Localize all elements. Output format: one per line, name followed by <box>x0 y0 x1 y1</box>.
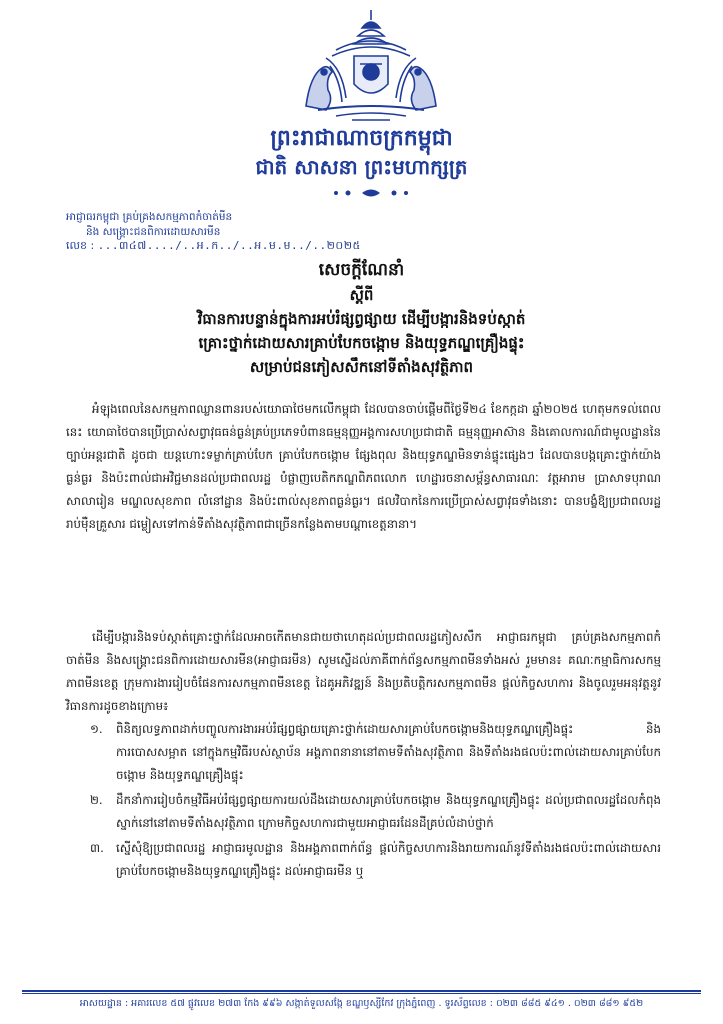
list-item-text: ស្នើសុំឱ្យប្រជាពលរដ្ឋ អាជ្ញាធរមូលដ្ឋាន និងអង្គភាពពាក់ព័ន្ធ ផ្តល់កិច្ចសហការនិងរាយការណ៍នូវទីតាំងរងផលប៉ះពាល់ដោយសារគ្រាប់បែកចង្កោមនិងយុទ្ធភណ្ឌគ្រឿងផ្ទុះ ដល់អាជ្ញាធរមីន ឬ <box>116 841 661 878</box>
title-subject-label: ស្តីពី <box>349 286 374 304</box>
issuer-line-2: និង សង្គ្រោះជនពិការដោយសារមីន <box>86 226 221 238</box>
list-item <box>66 837 661 883</box>
list-item <box>66 789 661 835</box>
footer-divider <box>22 990 701 992</box>
list-item-number: ៣. <box>90 841 104 855</box>
reference-prefix: លេខ : <box>66 239 95 252</box>
title-subject-line-3: សម្រាប់ជនភៀសសឹកនៅទីតាំងសុវត្ថិភាព <box>249 358 474 376</box>
reference-value: ...៣៤៧..../..អ.ក../..អ.ម.ម../..២០២៥ <box>97 239 361 252</box>
list-item-number: ១. <box>90 722 103 736</box>
reference-number <box>66 238 361 254</box>
list-item-number: ២. <box>90 793 103 807</box>
footer-address: អាសយដ្ឋាន : អគារលេខ ៥៧ ផ្លូវលេខ ២៧៣ កែង ៩៩៦ សង្កាត់ទួលសង្កែ ខណ្ឌឫស្សីកែវ ក្រុងភ្នំពេញ . ទូរស័ព្ទលេខ : ០២៣ ៨៨៥ ៩៤១ . ០២៣ ៨៨១ ៩៥២ <box>79 998 644 1009</box>
royal-coat-of-arms-emblem <box>296 6 446 124</box>
ornament-divider-icon <box>326 186 416 200</box>
title-subject-line-2: គ្រោះថ្នាក់ដោយសារគ្រាប់បែកចង្កោម និងយុទ្ធភណ្ឌគ្រឿងផ្ទុះ <box>198 334 525 352</box>
list-item-text: ដឹកនាំការរៀបចំកម្មវិធីអប់រំផ្សព្វផ្សាយការយល់ដឹងដោយសារគ្រាប់បែកចង្កោម និងយុទ្ធភណ្ឌគ្រឿងផ្ទុះ ដល់ប្រជាពលរដ្ឋដែលកំពុងស្នាក់នៅនៅតាមទីតាំងសុវត្ថិភាព ក្រោមកិច្ចសហការជាមួយអាជ្ញាធរដែនដីគ្រប់លំដាប់ថ្នាក់ <box>116 793 661 830</box>
document-title: សេចក្តីណែនាំ <box>318 260 405 280</box>
kingdom-title: ព្រះរាជាណាចក្រកម្ពុជា <box>270 125 453 151</box>
footer-divider-thin <box>22 993 701 994</box>
measures-list <box>66 718 661 885</box>
issuer-line-1: អាជ្ញាធរកម្ពុជា គ្រប់គ្រងសកម្មភាពកំចាត់មីន <box>66 211 233 223</box>
national-motto: ជាតិ សាសនា ព្រះមហាក្សត្រ <box>255 155 468 179</box>
paragraph-request: ដើម្បីបង្ការនិងទប់ស្កាត់គ្រោះថ្នាក់ដែលអាចកើតមានជាយថាហេតុដល់ប្រជាពលរដ្ឋភៀសសឹក អាជ្ញាធរកម្ពុជា គ្រប់គ្រងសកម្មភាពកំចាត់មីន និងសង្គ្រោះជនពិការដោយសារមីន(អាជ្ញាធរមីន) សូមស្នើដល់ភាគីពាក់ព័ន្ធសកម្មភាពមីនទាំងអស់ រួមមាន៖ គណៈកម្មាធិការសកម្មភាពមីនខេត្ត ក្រុមការងាររៀបចំផែនការសកម្មភាពមីនខេត្ត ដៃគូអភិវឌ្ឍន៍ និងប្រតិបត្តិករសកម្មភាពមីន ផ្តល់កិច្ចសហការ និងចូលរួមអនុវត្តនូវវិធានការដូចខាងក្រោម៖ <box>66 630 661 713</box>
issuing-authority <box>66 210 232 240</box>
title-subject-line-1: វិធានការបន្ទាន់ក្នុងការអប់រំផ្សព្វផ្សាយ ដើម្បីបង្ការនិងទប់ស្កាត់ <box>197 310 526 328</box>
paragraph-background: អំឡុងពេលនៃសកម្មភាពឈ្លានពានរបស់យោធាថៃមកលើកម្ពុជា ដែលបានចាប់ផ្តើមពីថ្ងៃទី២៤ ខែកក្កដា ឆ្នាំ២០២៥ ហេតុមកទល់ពេលនេះ យោធាថៃបានប្រើប្រាស់សព្វាវុធធន់ធ្ងន់គ្រប់ប្រភេទបំពានធម្មនុញ្ញអង្គការសហប្រជាជាតិ ធម្មនុញ្ញអាស៊ាន និងគោលការណ៍ជាមូលដ្ឋាននៃច្បាប់អន្តរជាតិ ដូចជា យន្តហោះទម្លាក់គ្រាប់បែក គ្រាប់បែកចង្កោម ផ្សែងពុល និងយុទ្ធភណ្ឌមិនទាន់ផ្ទុះផ្សេងៗ ដែលបានបង្កគ្រោះថ្នាក់យ៉ាងធ្ងន់ធ្ងរ និងប៉ះពាល់ជាអវិជ្ជមានដល់ប្រជាពលរដ្ឋ បំផ្លាញបេតិកភណ្ឌពិភពលោក ហេដ្ឋារចនាសម្ព័ន្ធសាធារណៈ វត្តអារាម ប្រាសាទបុរាណ សាលារៀន មណ្ឌលសុខភាព លំនៅដ្ឋាន និងប៉ះពាល់សុខភាពធ្ងន់ធ្ងរ។ ផលវិបាកនៃការប្រើប្រាស់សព្វាវុធទាំងនោះ បានបង្ខំឱ្យប្រជាពលរដ្ឋរាប់ម៉ឺនគ្រួសារ ជម្លៀសទៅកាន់ទីតាំងសុវត្ថិភាពជាច្រើនកន្លែងតាមបណ្តាខេត្តនានា។ <box>66 402 661 531</box>
list-item-text: ពិនិត្យលទ្ធភាពដាក់បញ្ចូលការងារអប់រំផ្សព្វផ្សាយគ្រោះថ្នាក់ដោយសារគ្រាប់បែកចង្កោមនិងយុទ្ធភណ្ឌគ្រឿងផ្ទុះ និងការបោសសម្អាត នៅក្នុងកម្មវិធីរបស់ស្ថាប័ន អង្គភាពនានានៅតាមទីតាំងសុវត្ថិភាព និងទីតាំងរងផលប៉ះពាល់ដោយសារគ្រាប់បែកចង្កោម និងយុទ្ធភណ្ឌគ្រឿងផ្ទុះ <box>116 722 661 782</box>
list-item <box>66 718 661 787</box>
